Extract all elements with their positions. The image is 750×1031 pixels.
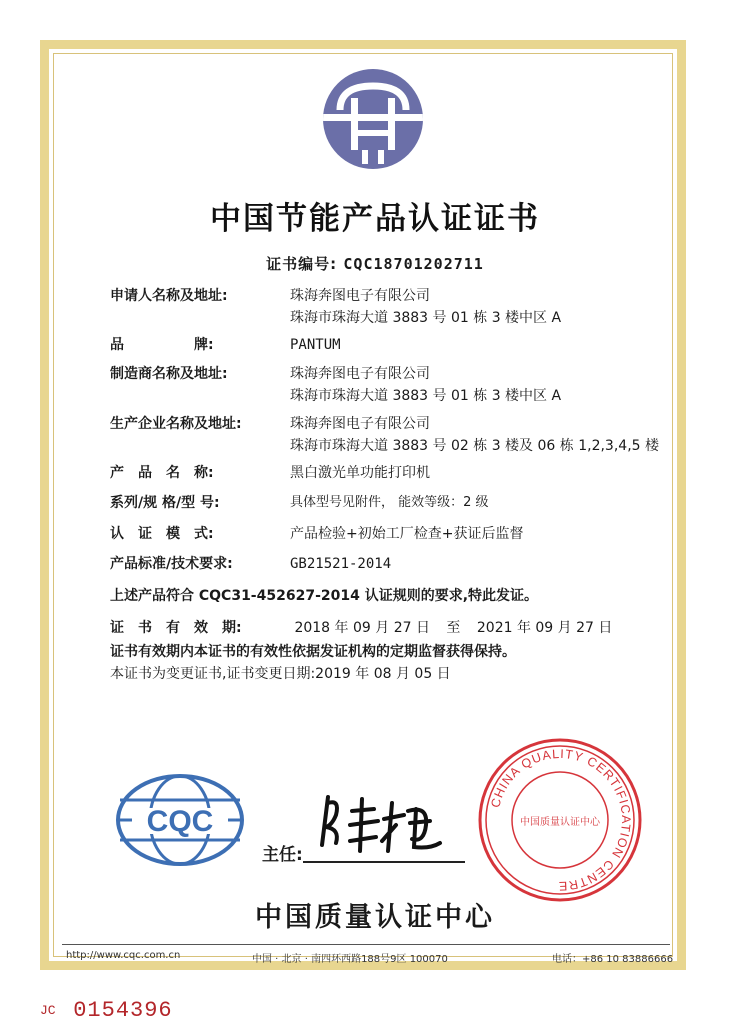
certificate-title: 中国节能产品认证证书 xyxy=(210,201,540,237)
field-value xyxy=(290,523,650,545)
field-line: 珠海奔图电子有限公司 xyxy=(290,288,430,304)
footer-website: http://www.cqc.com.cn xyxy=(66,950,181,961)
conformity-statement: 上述产品符合 CQC31-452627-2014 认证规则的要求,特此发证。 xyxy=(110,588,539,604)
field-value xyxy=(290,553,650,575)
validity-from: 2018 年 09 月 27 日 xyxy=(294,620,430,636)
field-label: 制造商名称及地址: xyxy=(110,366,228,382)
footer-phone: 电话：+86 10 83886666 xyxy=(552,954,674,965)
change-note: 本证书为变更证书,证书变更日期:2019 年 08 月 05 日 xyxy=(110,666,451,682)
footer-address: 中国 · 北京 · 南四环西路188号9区 100070 xyxy=(252,954,448,965)
serial-number xyxy=(40,998,173,1023)
red-official-seal-icon xyxy=(475,735,645,905)
field-line: 具体型号见附件， 能效等级：2 级 xyxy=(290,495,489,510)
field-line: 珠海奔图电子有限公司 xyxy=(290,416,430,432)
validity-note: 证书有效期内本证书的有效性依据发证机构的定期监督获得保持。 xyxy=(110,644,516,660)
field-value xyxy=(290,462,650,484)
validity-label: 证 书 有 效 期: xyxy=(110,620,242,636)
field-label: 申请人名称及地址: xyxy=(110,288,228,304)
field-value xyxy=(290,492,650,514)
signature-line xyxy=(303,861,465,863)
serial-prefix: JC xyxy=(40,1003,56,1018)
field-line: 珠海市珠海大道 3883 号 02 栋 3 楼及 06 栋 1,2,3,4,5 楼 xyxy=(290,438,660,454)
serial-value: 0154396 xyxy=(73,998,173,1023)
cqc-globe-logo-icon xyxy=(110,770,250,870)
field-label: 产品标准/技术要求: xyxy=(110,556,233,572)
certificate-number-value: CQC18701202711 xyxy=(343,255,484,273)
field-line: 珠海市珠海大道 3883 号 01 栋 3 楼中区 A xyxy=(290,310,562,326)
validity-to: 2021 年 09 月 27 日 xyxy=(476,620,613,636)
handwritten-signature-icon xyxy=(300,785,450,865)
seal-outer-text: CHINA QUALITY CERTIFICATION CENTRE xyxy=(488,746,634,894)
field-value xyxy=(290,363,650,407)
field-value xyxy=(290,413,660,457)
field-line: 黑白激光单功能打印机 xyxy=(290,465,430,481)
field-value xyxy=(290,334,650,356)
validity-to-word: 至 xyxy=(446,620,461,636)
field-line: 珠海市珠海大道 3883 号 01 栋 3 楼中区 A xyxy=(290,388,562,404)
field-line: GB21521-2014 xyxy=(290,556,392,572)
field-line: 产品检验+初始工厂检查+获证后监督 xyxy=(290,526,524,542)
field-label: 系列/规 格/型 号: xyxy=(110,495,220,511)
field-label: 认 证 模 式: xyxy=(110,526,214,542)
seal-inner-text: 中国质量认证中心 xyxy=(520,817,600,828)
certificate-number xyxy=(0,253,750,274)
certificate-number-label: 证书编号: xyxy=(266,255,338,273)
field-line: PANTUM xyxy=(290,337,341,353)
issuing-organization: 中国质量认证中心 xyxy=(255,902,495,933)
field-value xyxy=(290,285,650,329)
cqc-logo-text: CQC xyxy=(146,805,214,838)
validity-period xyxy=(110,617,612,637)
field-line: 珠海奔图电子有限公司 xyxy=(290,366,430,382)
cec-energy-logo-icon xyxy=(318,64,428,174)
director-label: 主任: xyxy=(262,845,303,865)
footer-divider xyxy=(62,944,670,945)
field-label: 产 品 名 称: xyxy=(110,465,214,481)
field-label: 品 牌: xyxy=(110,337,214,353)
field-label: 生产企业名称及地址: xyxy=(110,416,242,432)
